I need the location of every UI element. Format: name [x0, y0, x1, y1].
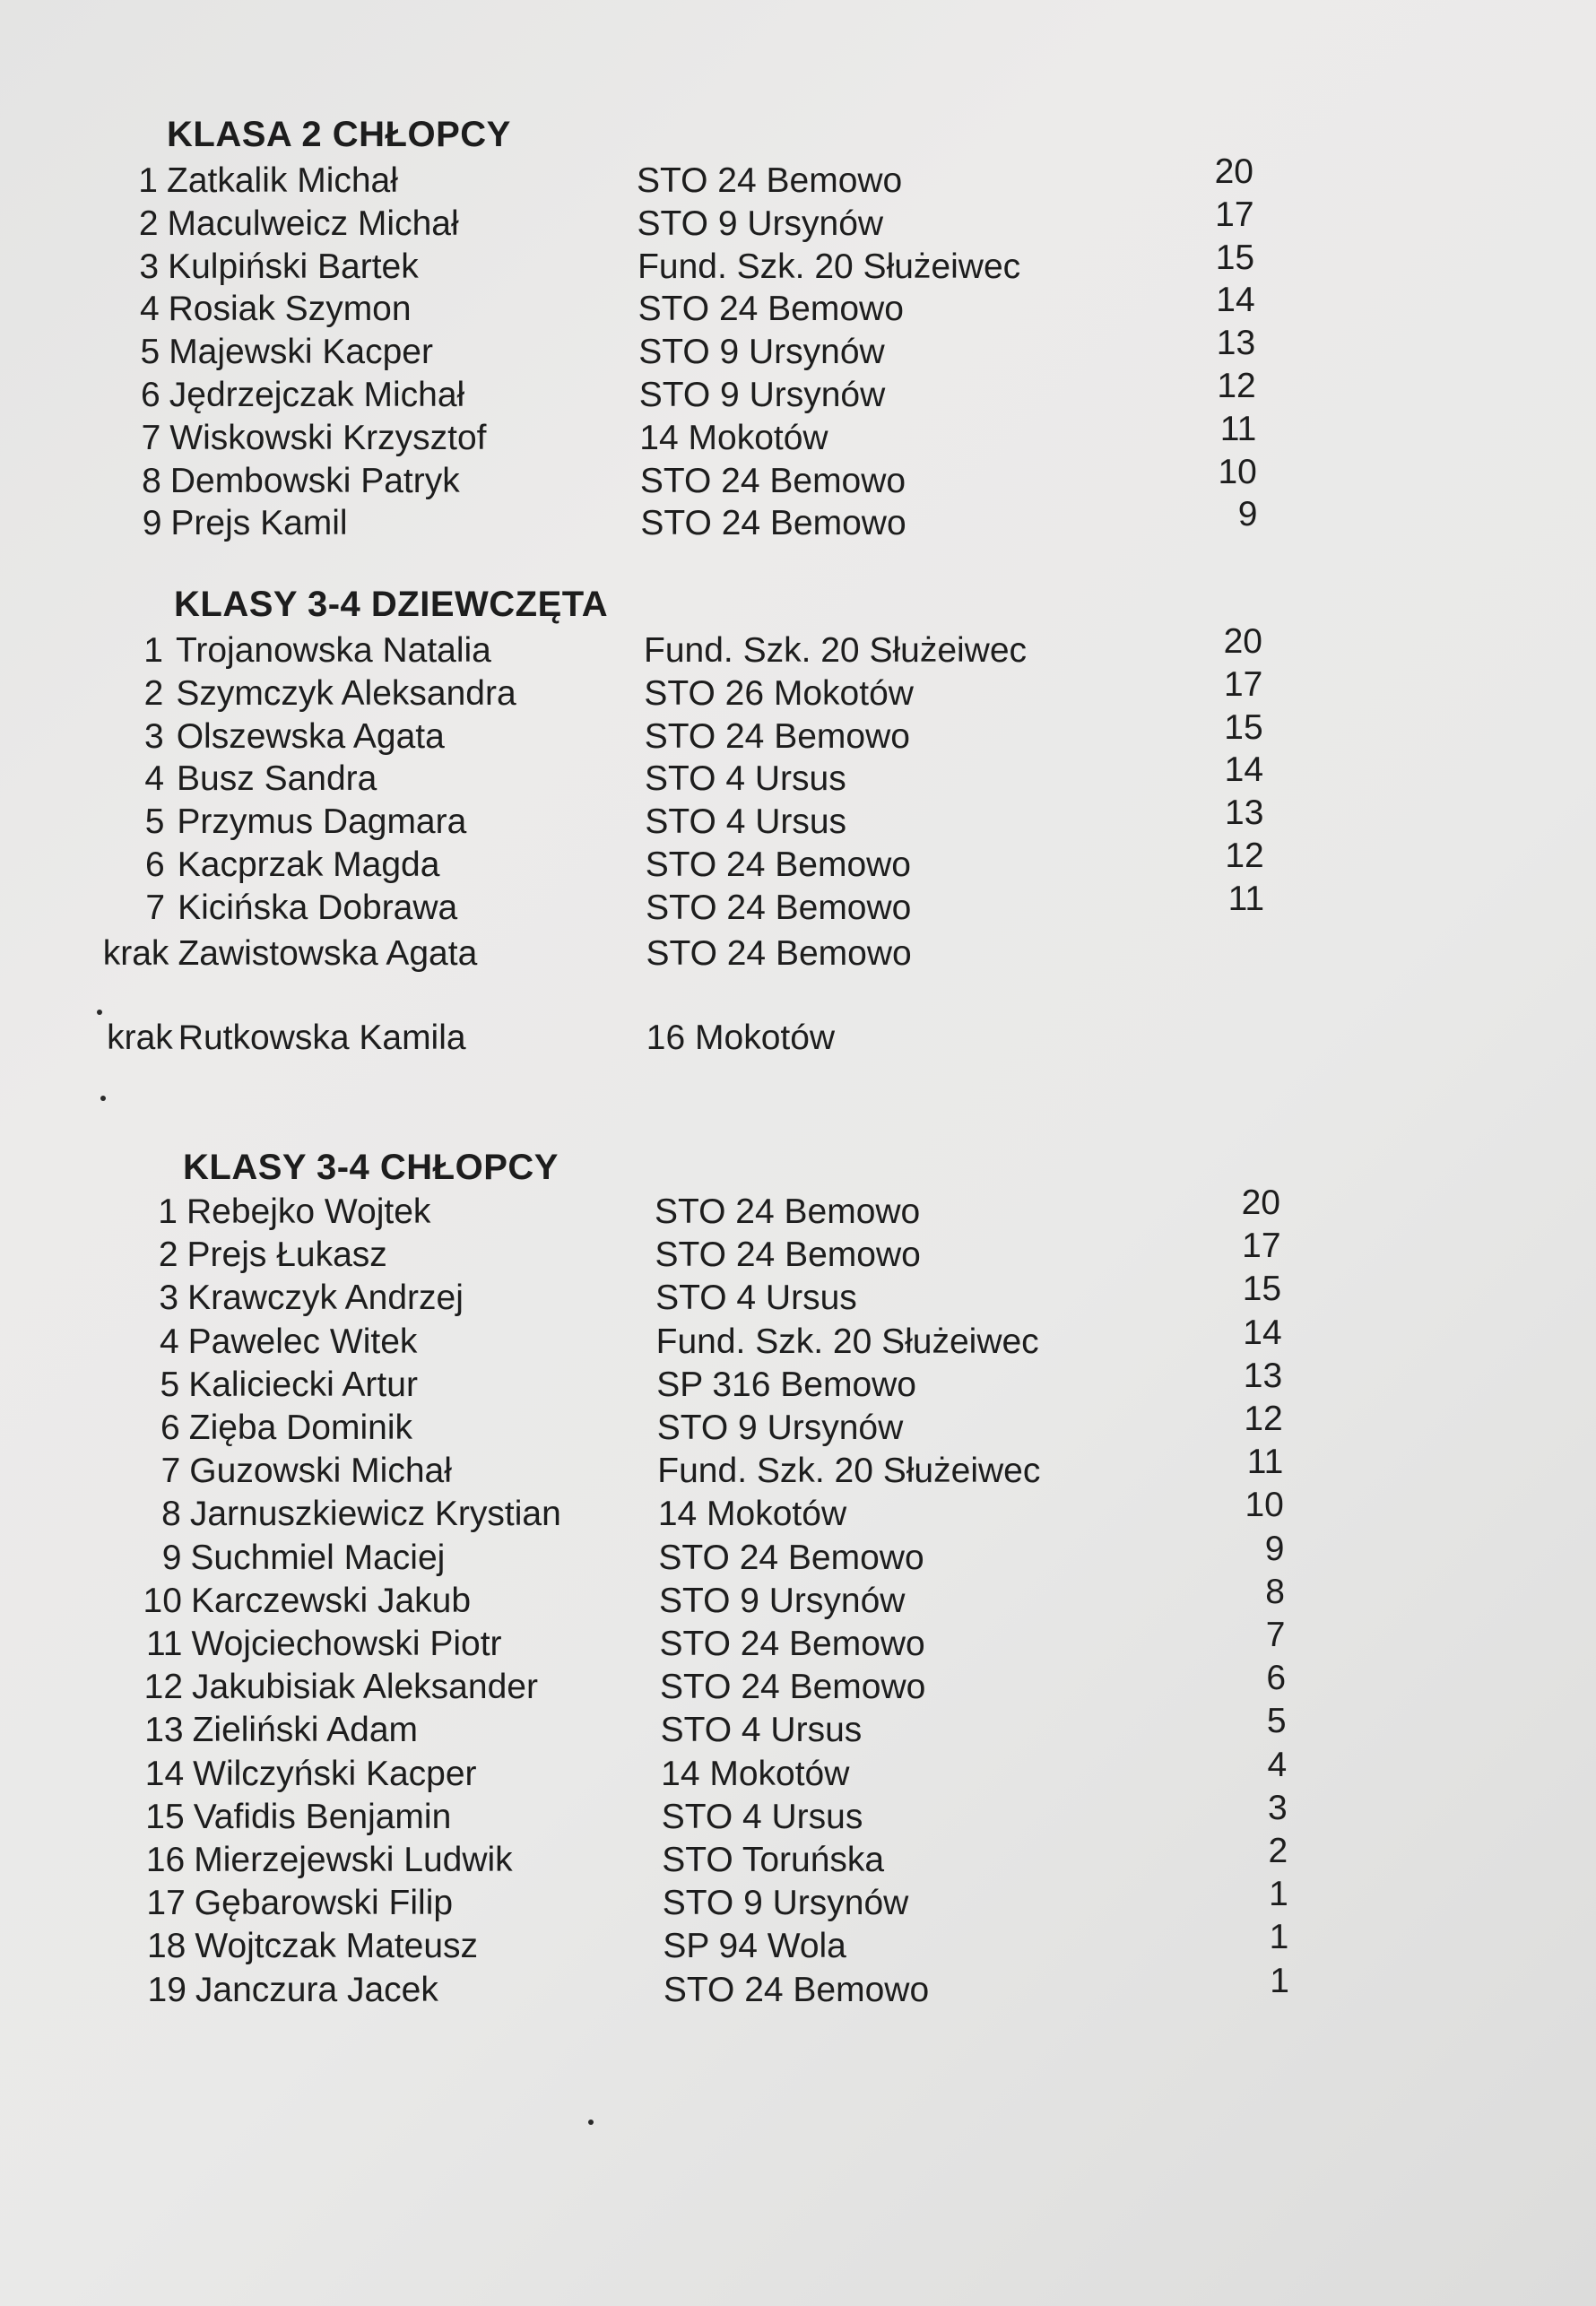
row-school: STO 24 Bemowo	[640, 504, 906, 543]
row-name: Jarnuszkiewicz Krystian	[189, 1495, 561, 1534]
row-place: krak	[107, 1019, 173, 1057]
table-row	[0, 793, 1264, 844]
row-school: SP 316 Bemowo	[656, 1365, 916, 1404]
row-points: 14	[1216, 281, 1255, 320]
stray-dot	[588, 2120, 594, 2125]
table-row	[0, 1270, 1282, 1320]
row-school: Fund. Szk. 20 Służeiwec	[657, 1452, 1041, 1491]
row-points: 14	[1243, 1313, 1282, 1352]
row-points: 17	[1223, 664, 1263, 704]
row-name: Janczura Jacek	[195, 1970, 438, 2009]
row-place: 5	[160, 1365, 180, 1404]
row-school: STO 24 Bemowo	[645, 845, 912, 884]
row-points: 17	[1215, 195, 1254, 234]
table-row	[0, 1961, 1289, 2012]
row-school: STO 9 Ursynów	[638, 376, 886, 414]
row-school: STO 9 Ursynów	[662, 1884, 909, 1923]
row-place: 7	[160, 1452, 181, 1491]
row-school: 14 Mokotów	[657, 1495, 847, 1534]
row-place: 4	[139, 290, 160, 329]
table-row	[0, 281, 1255, 331]
row-place: 1	[143, 631, 163, 670]
row-name: Karczewski Jakub	[190, 1581, 472, 1620]
row-school: STO 24 Bemowo	[637, 161, 903, 200]
row-name: Zatkalik Michał	[167, 161, 398, 200]
row-name: Kacprzak Magda	[177, 845, 440, 884]
row-name: Rutkowska Kamila	[178, 1019, 466, 1057]
table-row	[0, 1183, 1280, 1234]
table-row	[0, 1745, 1288, 1796]
row-school: STO 24 Bemowo	[658, 1538, 924, 1577]
table-row	[0, 324, 1256, 374]
row-place: 8	[142, 461, 161, 500]
row-place: 6	[141, 376, 160, 414]
row-school: SP 94 Wola	[663, 1927, 846, 1966]
row-school: STO 4 Ursus	[661, 1797, 863, 1836]
row-place: 12	[143, 1668, 184, 1707]
row-place: 2	[143, 673, 164, 713]
row-name: Kicińska Dobrawa	[178, 888, 458, 927]
row-name: Szymczyk Aleksandra	[176, 673, 516, 713]
row-school: STO 4 Ursus	[655, 1279, 857, 1318]
row-points: 11	[1246, 1443, 1284, 1482]
row-school: 16 Mokotów	[646, 1019, 836, 1057]
row-place: 6	[160, 1409, 180, 1447]
row-school: 14 Mokotów	[661, 1754, 850, 1793]
row-school: STO 9 Ursynów	[638, 333, 885, 372]
row-points: 11	[1227, 879, 1265, 918]
row-points: 3	[1267, 1788, 1288, 1827]
row-place: 14	[144, 1754, 185, 1793]
row-school: STO 9 Ursynów	[658, 1581, 906, 1620]
row-school: Fund. Szk. 20 Służeiwec	[638, 247, 1021, 286]
row-place: 5	[144, 802, 165, 842]
row-place: 3	[139, 247, 160, 286]
row-school: Fund. Szk. 20 Służeiwec	[644, 631, 1028, 670]
row-points: 20	[1223, 622, 1262, 661]
row-name: Wojtczak Mateusz	[195, 1927, 479, 1966]
row-place: 7	[145, 888, 166, 927]
stray-dot	[100, 1096, 106, 1101]
table-row	[0, 622, 1262, 672]
row-place: 9	[142, 504, 162, 543]
row-name: Vafidis Benjamin	[193, 1797, 452, 1836]
row-name: Zięba Dominik	[188, 1409, 413, 1447]
table-row	[0, 837, 1264, 887]
table-row	[0, 750, 1264, 801]
row-name: Mierzejewski Ludwik	[194, 1841, 513, 1879]
table-row	[0, 932, 1255, 975]
row-name: Majewski Kacper	[169, 333, 433, 372]
row-name: Wojciechowski Piotr	[191, 1625, 502, 1663]
row-points: 6	[1266, 1659, 1287, 1698]
row-school: STO 24 Bemowo	[663, 1970, 930, 2009]
row-points: 1	[1270, 1961, 1289, 2000]
table-row	[0, 1832, 1288, 1882]
table-row	[0, 238, 1255, 289]
row-name: Jakubisiak Aleksander	[192, 1668, 538, 1707]
table-row	[0, 1659, 1287, 1709]
table-row	[0, 1443, 1284, 1493]
table-row	[0, 367, 1256, 417]
row-place: 2	[138, 204, 159, 243]
table-row	[0, 1616, 1286, 1666]
row-points: 20	[1214, 152, 1253, 191]
table-row	[0, 452, 1257, 503]
row-points: 15	[1224, 707, 1263, 747]
section-title-klasy34-dziewczeta: KLASY 3-4 DZIEWCZĘTA	[174, 585, 609, 624]
table-row	[0, 1313, 1282, 1364]
row-place: 1	[158, 1192, 178, 1231]
row-place: 9	[161, 1538, 182, 1577]
row-name: Rosiak Szymon	[168, 290, 412, 329]
row-points: 14	[1224, 750, 1264, 790]
table-row	[0, 1788, 1288, 1839]
row-school: STO 24 Bemowo	[639, 461, 906, 500]
row-school: STO 24 Bemowo	[638, 290, 904, 329]
row-school: STO 24 Bemowo	[655, 1192, 921, 1231]
row-name: Prejs Łukasz	[186, 1235, 387, 1275]
table-row	[0, 1572, 1285, 1623]
row-place: 11	[146, 1625, 183, 1663]
row-name: Przymus Dagmara	[177, 802, 467, 842]
row-name: Trojanowska Natalia	[176, 631, 491, 670]
row-place: 18	[146, 1927, 186, 1966]
row-name: Guzowski Michał	[189, 1452, 452, 1491]
table-row	[0, 1918, 1289, 1968]
row-points: 20	[1241, 1183, 1280, 1222]
row-name: Busz Sandra	[177, 759, 377, 799]
table-row	[0, 664, 1263, 715]
row-points: 13	[1243, 1356, 1283, 1395]
row-name: Maculweicz Michał	[167, 204, 459, 243]
table-row	[0, 1356, 1283, 1407]
row-place: 5	[140, 333, 160, 372]
row-place: 3	[159, 1279, 179, 1318]
row-school: STO 24 Bemowo	[655, 1235, 921, 1275]
row-points: 10	[1218, 452, 1257, 491]
stray-dot	[97, 1010, 102, 1015]
table-row	[0, 1400, 1283, 1450]
row-place: 19	[147, 1970, 186, 2009]
section-title-klasa2-chlopcy: KLASA 2 CHŁOPCY	[167, 115, 511, 154]
row-points: 4	[1267, 1745, 1288, 1784]
row-place: 17	[146, 1884, 186, 1923]
row-name: Kulpiński Bartek	[168, 247, 419, 286]
table-row	[0, 1227, 1281, 1277]
table-row	[0, 495, 1258, 545]
row-points: 12	[1217, 367, 1256, 405]
row-place: 6	[145, 845, 165, 884]
row-place: 15	[145, 1797, 185, 1836]
row-school: 14 Mokotów	[639, 418, 828, 457]
row-school: STO 24 Bemowo	[644, 716, 910, 756]
row-place: krak	[102, 934, 169, 973]
row-points: 7	[1265, 1616, 1286, 1654]
row-points: 5	[1266, 1702, 1287, 1741]
row-place: 16	[145, 1841, 186, 1879]
row-place: 10	[143, 1581, 182, 1620]
row-name: Pawelec Witek	[187, 1322, 418, 1361]
row-school: STO 4 Ursus	[645, 802, 847, 842]
row-place: 4	[144, 759, 165, 799]
table-row	[0, 195, 1255, 246]
section-title-klasy34-chlopcy: KLASY 3-4 CHŁOPCY	[183, 1148, 559, 1187]
table-row	[0, 1017, 1255, 1060]
row-points: 8	[1265, 1572, 1285, 1611]
row-points: 13	[1225, 793, 1264, 833]
row-points: 10	[1245, 1486, 1284, 1525]
row-name: Kaliciecki Artur	[188, 1365, 418, 1404]
row-points: 1	[1269, 1875, 1288, 1914]
row-school: STO 24 Bemowo	[646, 888, 912, 927]
row-points: 12	[1244, 1400, 1283, 1438]
table-row	[0, 409, 1257, 460]
row-name: Krawczyk Andrzej	[187, 1279, 464, 1318]
table-row	[0, 1875, 1288, 1925]
row-points: 15	[1215, 238, 1255, 277]
row-school: STO 24 Bemowo	[660, 1668, 926, 1707]
row-points: 17	[1242, 1227, 1281, 1266]
row-points: 1	[1269, 1918, 1289, 1957]
row-school: STO 9 Ursynów	[637, 204, 884, 243]
table-row	[0, 707, 1263, 759]
row-school: STO 24 Bemowo	[659, 1625, 925, 1663]
row-place: 7	[141, 418, 161, 457]
row-points: 12	[1225, 837, 1264, 875]
row-name: Wiskowski Krzysztof	[169, 418, 487, 457]
row-name: Gębarowski Filip	[194, 1884, 454, 1923]
row-school: STO 26 Mokotów	[644, 673, 914, 713]
row-school: STO 4 Ursus	[645, 759, 846, 799]
table-row	[0, 879, 1265, 930]
row-points: 13	[1216, 324, 1256, 363]
row-place: 13	[144, 1711, 184, 1750]
table-row	[0, 1486, 1284, 1536]
row-school: STO Toruńska	[662, 1841, 885, 1879]
row-name: Rebejko Wojtek	[186, 1192, 431, 1231]
row-school: STO 24 Bemowo	[646, 934, 912, 973]
row-place: 2	[158, 1235, 178, 1275]
row-name: Zieliński Adam	[192, 1711, 419, 1750]
row-points: 9	[1237, 495, 1258, 534]
row-school: Fund. Szk. 20 Służeiwec	[655, 1322, 1039, 1361]
row-name: Zawistowska Agata	[178, 934, 478, 973]
row-name: Prejs Kamil	[170, 504, 348, 543]
row-school: STO 9 Ursynów	[656, 1409, 904, 1447]
row-place: 8	[161, 1495, 181, 1534]
row-points: 2	[1268, 1832, 1288, 1870]
row-points: 9	[1264, 1529, 1285, 1568]
row-name: Olszewska Agata	[176, 716, 445, 756]
row-name: Dembowski Patryk	[169, 461, 460, 500]
row-name: Jędrzejczak Michał	[169, 376, 465, 414]
row-school: STO 4 Ursus	[660, 1711, 863, 1750]
row-points: 15	[1242, 1270, 1282, 1309]
row-place: 3	[143, 716, 164, 756]
table-row	[0, 1529, 1285, 1580]
row-points: 11	[1219, 409, 1257, 448]
row-place: 4	[159, 1322, 179, 1361]
row-name: Suchmiel Maciej	[190, 1538, 446, 1577]
table-row	[0, 152, 1255, 203]
table-row	[0, 1702, 1287, 1752]
row-name: Wilczyński Kacper	[193, 1754, 477, 1793]
row-place: 1	[138, 161, 158, 200]
